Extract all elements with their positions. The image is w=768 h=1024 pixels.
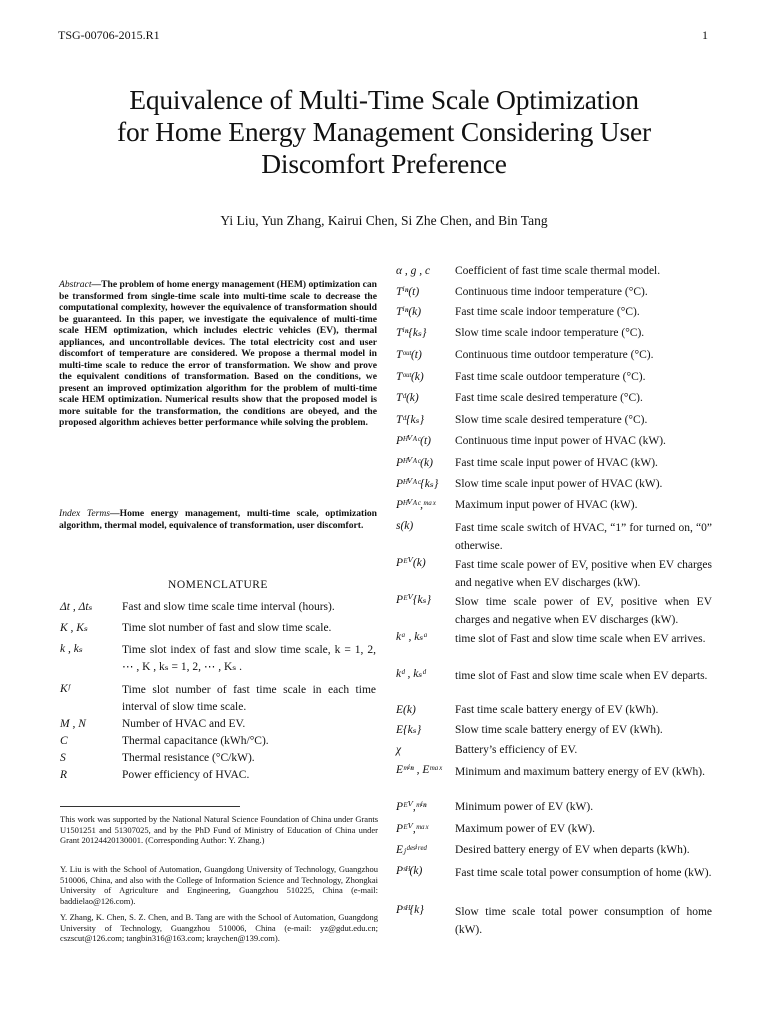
definition: Fast time scale outdoor temperature (°C).	[455, 371, 646, 383]
symbol: Eⱼᵈᵉˢⁱʳᵉᵈ	[396, 844, 427, 856]
symbol: C	[60, 735, 68, 747]
definition: Thermal capacitance (kWh/°C).	[122, 735, 269, 747]
paper-title	[40, 84, 728, 180]
nomenclature-heading: NOMENCLATURE	[168, 579, 268, 591]
definition: Desired battery energy of EV when departs (kWh).	[455, 844, 690, 856]
symbol: Eᵐⁱⁿ , Eᵐᵃˣ	[396, 764, 443, 776]
definition: time slot of Fast and slow time scale when EV arrives.	[455, 633, 706, 645]
symbol: Pˢᴴ(k)	[396, 865, 423, 877]
symbol: Pᴴⱽᴬᶜ(t)	[396, 435, 432, 447]
footnote-author-liu: Y. Liu is with the School of Automation, Guangdong University of Technology, Guangzhou 510006, China, and also with the College of Information Science and Technology, Zhongkai University of Agriculture and Engineering, Guangzhou 510225, China (e-mail: baddielao@126.com).	[60, 864, 378, 906]
author-list: Yi Liu, Yun Zhang, Kairui Chen, Si Zhe Chen, and Bin Tang	[220, 213, 548, 228]
definition: Fast and slow time scale time interval (hours).	[122, 601, 335, 613]
definition: Slow time scale battery energy of EV (kWh).	[455, 724, 663, 736]
running-header	[58, 28, 708, 43]
footnote-other-authors: Y. Zhang, K. Chen, S. Z. Chen, and B. Tang are with the School of Automation, Guangdong University of Technology, Guangzhou 510006, China (e-mail: yz@gdut.edu.cn; cszscut@126.com; tangbin316@163.com; kraychen@139.com).	[60, 912, 378, 944]
definition: Fast time scale indoor temperature (°C).	[455, 306, 640, 318]
definition: Coefficient of fast time scale thermal model.	[455, 265, 661, 277]
definition: Number of HVAC and EV.	[122, 718, 246, 730]
symbol: Pᴱⱽ,ᵐⁱⁿ	[396, 801, 427, 813]
definition: Time slot index of fast and slow time scale, k = 1, 2, ⋯ , K , kₛ = 1, 2, ⋯ , Kₛ .	[122, 644, 376, 673]
symbol: Pᴴⱽᴬᶜ(k)	[396, 457, 433, 469]
symbol: α , g , c	[396, 265, 431, 277]
title-line: for Home Energy Management Considering User	[117, 116, 651, 147]
definition: Minimum power of EV (kW).	[455, 801, 594, 813]
symbol: Tᵈ{kₛ}	[396, 414, 425, 426]
definition: Fast time scale desired temperature (°C).	[455, 392, 643, 404]
footnote-divider	[60, 806, 240, 807]
index-terms-label: Index Terms	[59, 508, 111, 519]
definition: Slow time scale total power consumption of home (kW).	[455, 906, 712, 936]
definition: Fast time scale input power of HVAC (kW).	[455, 457, 658, 469]
abstract-text: —The problem of home energy management (HEM) optimization can be transformed from single-time scale into multi-time scale to decrease the computational complexity, however the equivalence of transformation should be guaranteed. In this paper, we investigate the equivalence of multi-time scale HEM optimization, which includes electric vehicles (EV), thermal appliances, and uncontrollable devices. The total electricity cost and user discomfort of temperature are considered. We propose a thermal model in multi-time scale to reduce the error of transformation. We show and prove the equivalent conditions of transformation. Based on the conditions, we present an improved optimization algorithm for the problem of multi-time scale HEM optimization. Numerical results show that the proposed model is more suitable for the transformation, the conditions are obeyed, and the proposed algorithm achieves better performance while solving the problem.	[59, 279, 377, 428]
symbol: Tⁱⁿ(t)	[396, 286, 420, 298]
symbol: M , N	[60, 718, 86, 730]
definition: Battery’s efficiency of EV.	[455, 744, 578, 756]
definition: Fast time scale total power consumption of home (kW).	[455, 867, 712, 879]
definition: Continuous time indoor temperature (°C).	[455, 286, 648, 298]
symbol: kᵃ , kₛᵃ	[396, 631, 428, 643]
symbol: kᵈ , kₛᵈ	[396, 668, 426, 680]
symbol: Kᶠ	[60, 683, 70, 695]
definition: Maximum power of EV (kW).	[455, 823, 595, 835]
symbol: Pᴴⱽᴬᶜ,ᵐᵃˣ	[396, 499, 436, 511]
symbol: K , Kₛ	[60, 622, 88, 634]
symbol: Tᵒᵘᵗ(t)	[396, 349, 422, 361]
symbol: Δt , Δtₛ	[60, 601, 93, 613]
definition: Continuous time input power of HVAC (kW).	[455, 435, 666, 447]
definition: Maximum input power of HVAC (kW).	[455, 499, 638, 511]
symbol: Pˢᴴ{k}	[396, 904, 424, 916]
symbol: Pᴱⱽ(k)	[396, 557, 426, 569]
symbol: s(k)	[396, 520, 414, 532]
abstract-label: Abstract	[59, 279, 92, 290]
symbol: R	[60, 769, 68, 781]
symbol: E(k)	[396, 704, 416, 716]
title-line: Discomfort Preference	[261, 148, 507, 179]
abstract	[59, 279, 377, 429]
symbol: χ	[396, 744, 402, 756]
page-number: 1	[702, 28, 708, 42]
definition: Slow time scale desired temperature (°C).	[455, 414, 648, 426]
definition: Fast time scale power of EV, positive when EV charges and negative when EV discharges (kW).	[455, 559, 712, 589]
definition: Thermal resistance (°C/kW).	[122, 752, 255, 764]
definition: Minimum and maximum battery energy of EV (kWh).	[455, 766, 705, 778]
footnote-funding: This work was supported by the National Natural Science Foundation of China under Grants U1501251 and 51307025, and by the PhD Fund of Ministry of Education of China under Grant 20124420130001. (Corresponding Author: Y. Zhang.)	[60, 814, 378, 846]
definition: Slow time scale power of EV, positive when EV charges and negative when EV discharges (kW).	[455, 596, 712, 626]
index-terms	[59, 508, 377, 531]
definition: Fast time scale switch of HVAC, “1” for turned on, “0” otherwise.	[455, 522, 712, 552]
definition: Time slot number of fast and slow time scale.	[122, 622, 332, 634]
symbol: Tᵈ(k)	[396, 392, 419, 404]
definition: Slow time scale indoor temperature (°C).	[455, 327, 645, 339]
symbol: Tᵒᵘᵗ(k)	[396, 371, 424, 383]
symbol: Pᴱⱽ,ᵐᵃˣ	[396, 823, 429, 835]
symbol: Pᴴⱽᴬᶜ{kₛ}	[396, 478, 439, 490]
paper-id: TSG-00706-2015.R1	[58, 28, 160, 42]
definition: Time slot number of fast time scale in each time interval of slow time scale.	[122, 684, 376, 713]
symbol: S	[60, 752, 66, 764]
definition: Slow time scale input power of HVAC (kW).	[455, 478, 663, 490]
definition: Fast time scale battery energy of EV (kWh).	[455, 704, 659, 716]
definition: Continuous time outdoor temperature (°C).	[455, 349, 654, 361]
definition: time slot of Fast and slow time scale when EV departs.	[455, 670, 708, 682]
symbol: Tⁱⁿ(k)	[396, 306, 422, 318]
index-terms-text: —Home energy management, multi-time scale, optimization algorithm, thermal model, equivalence of transformation, user discomfort.	[59, 508, 378, 531]
symbol: Tⁱⁿ{kₛ}	[396, 327, 427, 339]
definition: Power efficiency of HVAC.	[122, 769, 250, 781]
symbol: E{kₛ}	[396, 724, 422, 736]
title-line: Equivalence of Multi-Time Scale Optimization	[129, 84, 639, 115]
symbol: Pᴱⱽ{kₛ}	[396, 594, 432, 606]
symbol: k , kₛ	[60, 643, 83, 655]
